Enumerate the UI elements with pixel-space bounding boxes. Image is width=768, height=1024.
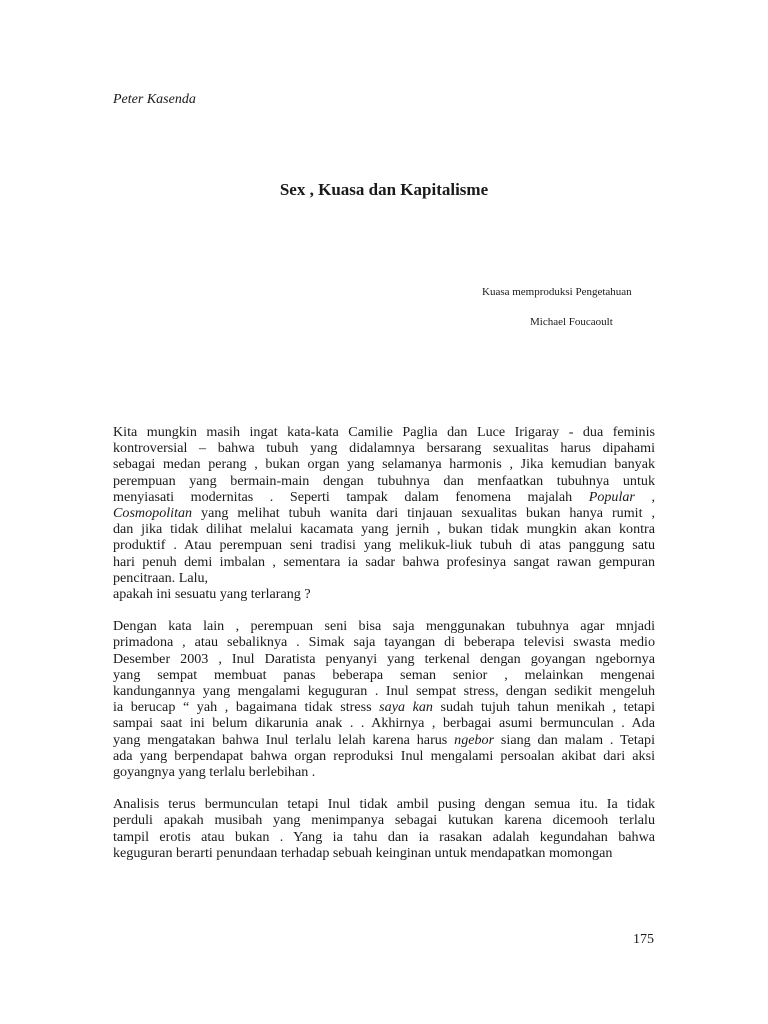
text-line — [113, 537, 655, 553]
paragraph — [113, 618, 655, 780]
text-segment: sudah tujuh tahun menikah , tetapi — [432, 699, 655, 716]
text-segment: pencitraan. Lalu, — [113, 569, 209, 586]
text-line — [113, 667, 655, 683]
italic-text: ngebor — [454, 731, 495, 748]
text-line — [113, 440, 655, 456]
epigraph-attribution: Michael Foucaoult — [530, 316, 613, 328]
text-segment: Dengan kata lain , perempuan seni bisa saja menggunakan tubuhnya agar mnjadi — [113, 618, 655, 635]
text-line — [113, 618, 655, 634]
text-segment: perempuan yang bermain-main dengan tubuhnya dan menfaatkan tubuhnya untuk — [113, 472, 655, 489]
text-line — [113, 634, 655, 650]
text-line — [113, 505, 655, 521]
text-line — [113, 456, 655, 472]
text-line — [113, 796, 655, 812]
text-segment: hari penuh demi imbalan , sementara ia sadar bahwa profesinya sangat rawan gempuran — [113, 553, 655, 570]
text-line — [113, 829, 655, 845]
text-segment: kontroversial – bahwa tubuh yang didalamnya bersarang sexualitas harus dipahami — [113, 440, 655, 457]
text-segment: perduli apakah musibah yang menimpanya sebagai kutukan karena dicemooh terlalu — [113, 812, 655, 829]
text-line — [113, 845, 655, 861]
text-line — [113, 812, 655, 828]
text-segment: ada yang berpendapat bahwa organ reproduksi Inul mengalami persoalan akibat dari aksi — [113, 747, 655, 764]
text-line — [113, 570, 655, 586]
text-segment: primadona , atau sebaliknya . Simak saja tayangan di beberapa televisi swasta medio — [113, 634, 655, 651]
text-segment: kandungannya yang mengalami keguguran . Inul sempat stress, dengan sedikit mengeluh — [113, 683, 655, 700]
paragraph — [113, 796, 655, 861]
text-segment: tampil erotis atau bukan . Yang ia tahu dan ia rasakan adalah kegundahan bahwa — [113, 828, 655, 845]
text-line — [113, 748, 655, 764]
paragraph — [113, 424, 655, 602]
author-name: Peter Kasenda — [113, 92, 196, 107]
text-line — [113, 699, 655, 715]
text-segment: yang sempat membuat panas beberapa seman senior , melainkan mengenai — [113, 666, 655, 683]
text-segment: yang melihat tubuh wanita dari tinjauan sexualitas bukan hanya rumit , — [192, 505, 655, 522]
text-line — [113, 473, 655, 489]
text-segment: ia berucap “ yah , bagaimana tidak stress — [113, 699, 380, 716]
text-segment: sebagai medan perang , bukan organ yang selamanya harmonis , Jika kemudian banyak — [113, 456, 655, 473]
text-line — [113, 764, 655, 780]
text-segment: keguguran berarti penundaan terhadap sebuah keinginan untuk mendapatkan momongan — [113, 844, 613, 861]
text-segment: Analisis terus bermunculan tetapi Inul tidak ambil pusing dengan semua itu. Ia tidak — [113, 796, 655, 813]
text-line — [113, 715, 655, 731]
page-number: 175 — [633, 932, 654, 947]
text-line — [113, 554, 655, 570]
italic-text: Cosmopolitan — [113, 505, 193, 522]
text-line — [113, 521, 655, 537]
text-segment: goyangnya yang terlalu berlebihan . — [113, 764, 316, 781]
text-line — [113, 651, 655, 667]
text-line — [113, 732, 655, 748]
text-segment: produktif . Atau perempuan seni tradisi yang melikuk-liuk tubuh di atas panggung satu — [113, 537, 655, 554]
text-line — [113, 586, 655, 602]
text-segment: Kita mungkin masih ingat kata-kata Camilie Paglia dan Luce Irigaray - dua feminis — [113, 424, 655, 440]
text-line — [113, 424, 655, 440]
text-segment: sampai saat ini belum dikarunia anak . . Akhirnya , berbagai asumi bermunculan . Ada — [113, 715, 655, 732]
text-line — [113, 489, 655, 505]
italic-text: saya kan — [379, 699, 433, 716]
article-title: Sex , Kuasa dan Kapitalisme — [279, 180, 489, 199]
epigraph-quote: Kuasa memproduksi Pengetahuan — [482, 286, 632, 298]
italic-text: Popular , — [588, 488, 656, 505]
text-segment: dan jika tidak dilihat melalui kacamata yang jernih , bukan tidak mungkin akan kontra — [113, 521, 655, 538]
text-line — [113, 683, 655, 699]
text-segment: siang dan malam . Tetapi — [494, 731, 655, 748]
text-segment: Desember 2003 , Inul Daratista penyanyi yang terkenal dengan goyangan ngebornya — [113, 650, 655, 667]
article-body — [113, 424, 655, 877]
text-segment: apakah ini sesuatu yang terlarang ? — [113, 586, 311, 603]
text-segment: menyiasati modernitas . Seperti tampak dalam fenomena majalah — [113, 488, 589, 505]
text-segment: yang mengatakan bahwa Inul terlalu lelah karena harus — [113, 731, 455, 748]
